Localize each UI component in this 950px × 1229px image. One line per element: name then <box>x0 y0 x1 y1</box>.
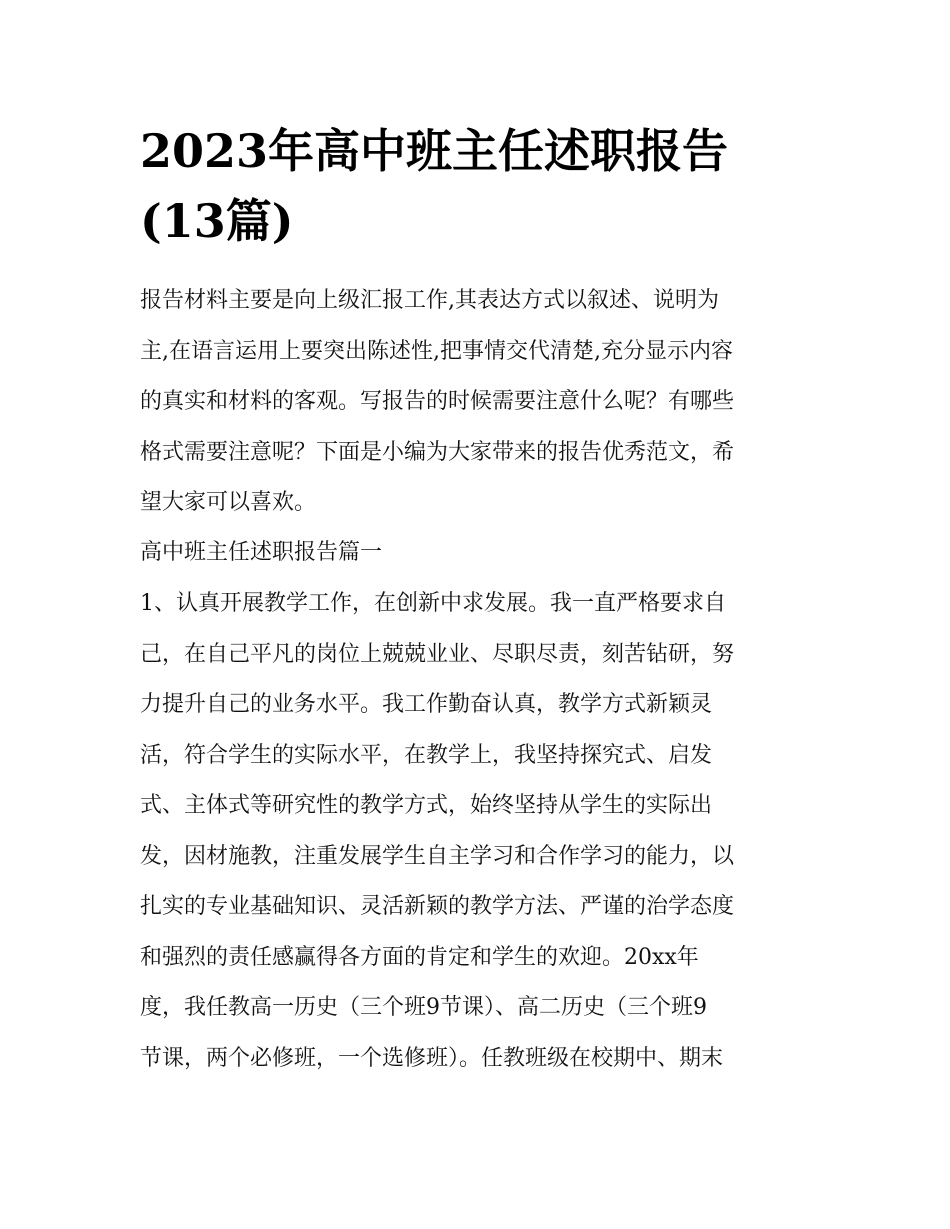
title-line-2: (13篇) <box>140 194 294 248</box>
paragraph-line: 扎实的专业基础知识、灵活新颖的教学方法、严谨的治学态度 <box>140 894 735 919</box>
intro-line: 主,在语言运用上要突出陈述性,把事情交代清楚,充分显示内容 <box>140 338 733 364</box>
body-paragraph <box>140 579 820 1084</box>
intro-line: 格式需要注意呢？下面是小编为大家带来的报告优秀范文，希 <box>140 439 735 465</box>
paragraph-line: 发，因材施教，注重发展学生自主学习和合作学习的能力，以 <box>140 843 735 869</box>
title-line-1: 2023年高中班主任述职报告 <box>140 124 729 178</box>
paragraph-line: 节课，两个必修班，一个选修班）。任教班级在校期中、期末 <box>140 1045 724 1071</box>
intro-line: 的真实和材料的客观。写报告的时候需要注意什么呢？有哪些 <box>140 389 735 414</box>
paragraph-line: 己，在自己平凡的岗位上兢兢业业、尽职尽责，刻苦钻研，努 <box>140 641 735 667</box>
paragraph-line: 式、主体式等研究性的教学方式，始终坚持从学生的实际出 <box>140 793 713 818</box>
paragraph-line: 和强烈的责任感赢得各方面的肯定和学生的欢迎。20xx年 <box>140 944 699 970</box>
paragraph-line: 1、认真开展教学工作，在创新中求发展。我一直严格要求自 <box>140 591 726 616</box>
section-heading <box>140 528 820 579</box>
paragraph-line: 活，符合学生的实际水平，在教学上，我坚持探究式、启发 <box>140 742 713 768</box>
intro-paragraph <box>140 276 820 529</box>
intro-line: 报告材料主要是向上级汇报工作,其表达方式以叙述、说明为 <box>140 288 719 313</box>
section-heading-text: 高中班主任述职报告篇一 <box>140 540 383 565</box>
paragraph-line: 度，我任教高一历史（三个班9节课）、高二历史（三个班9 <box>140 995 707 1020</box>
intro-line: 望大家可以喜欢。 <box>140 490 317 515</box>
document-title <box>140 116 820 256</box>
paragraph-line: 力提升自己的业务水平。我工作勤奋认真，教学方式新颖灵 <box>140 692 713 717</box>
